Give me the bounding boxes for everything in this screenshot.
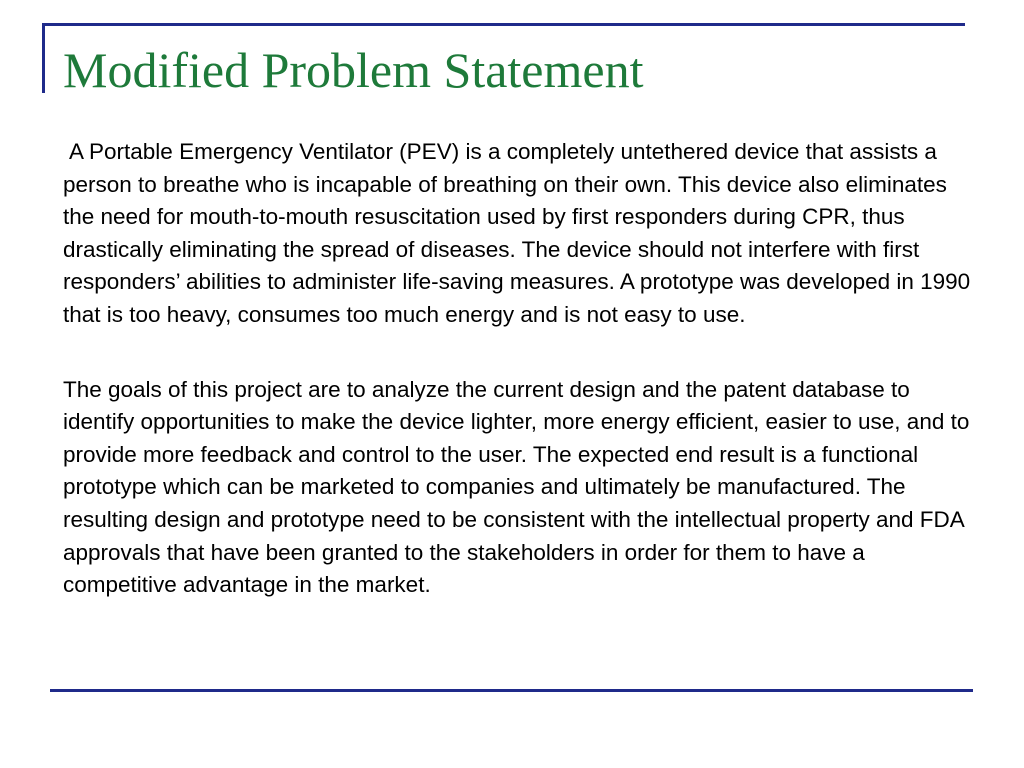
left-border-line bbox=[42, 23, 45, 93]
goals-paragraph: The goals of this project are to analyze the current design and the patent database to identify opportunities to make the device lighter, more energy efficient, easier to use, and to provide more feedback and control to the user. The expected end result is a functional prototype which can be marketed to companies and ultimately be manufactured. The resulting design and prototype need to be consistent with the intellectual property and FDA approvals that have been granted to the stakeholders in order for them to have a competitive advantage in the market. bbox=[63, 376, 970, 598]
slide-title: Modified Problem Statement bbox=[63, 42, 644, 98]
problem-paragraph bbox=[63, 136, 973, 332]
slide-body bbox=[63, 136, 973, 602]
problem-paragraph-text: A Portable Emergency Ventilator (PEV) is a completely untethered device that assists a person to breathe who is incapable of breathing on their own. This device also eliminates the need for mouth-to-mouth resuscitation used by first responders during CPR, thus drastically eliminating the spread of diseases. The device should not interfere with first responders’ abilities to administer life-saving measures. A prototype was developed in 1990 that is too heavy, consumes too much energy and is not easy to use. bbox=[63, 139, 971, 327]
top-border-line bbox=[42, 23, 965, 26]
bottom-border-line bbox=[50, 689, 973, 692]
